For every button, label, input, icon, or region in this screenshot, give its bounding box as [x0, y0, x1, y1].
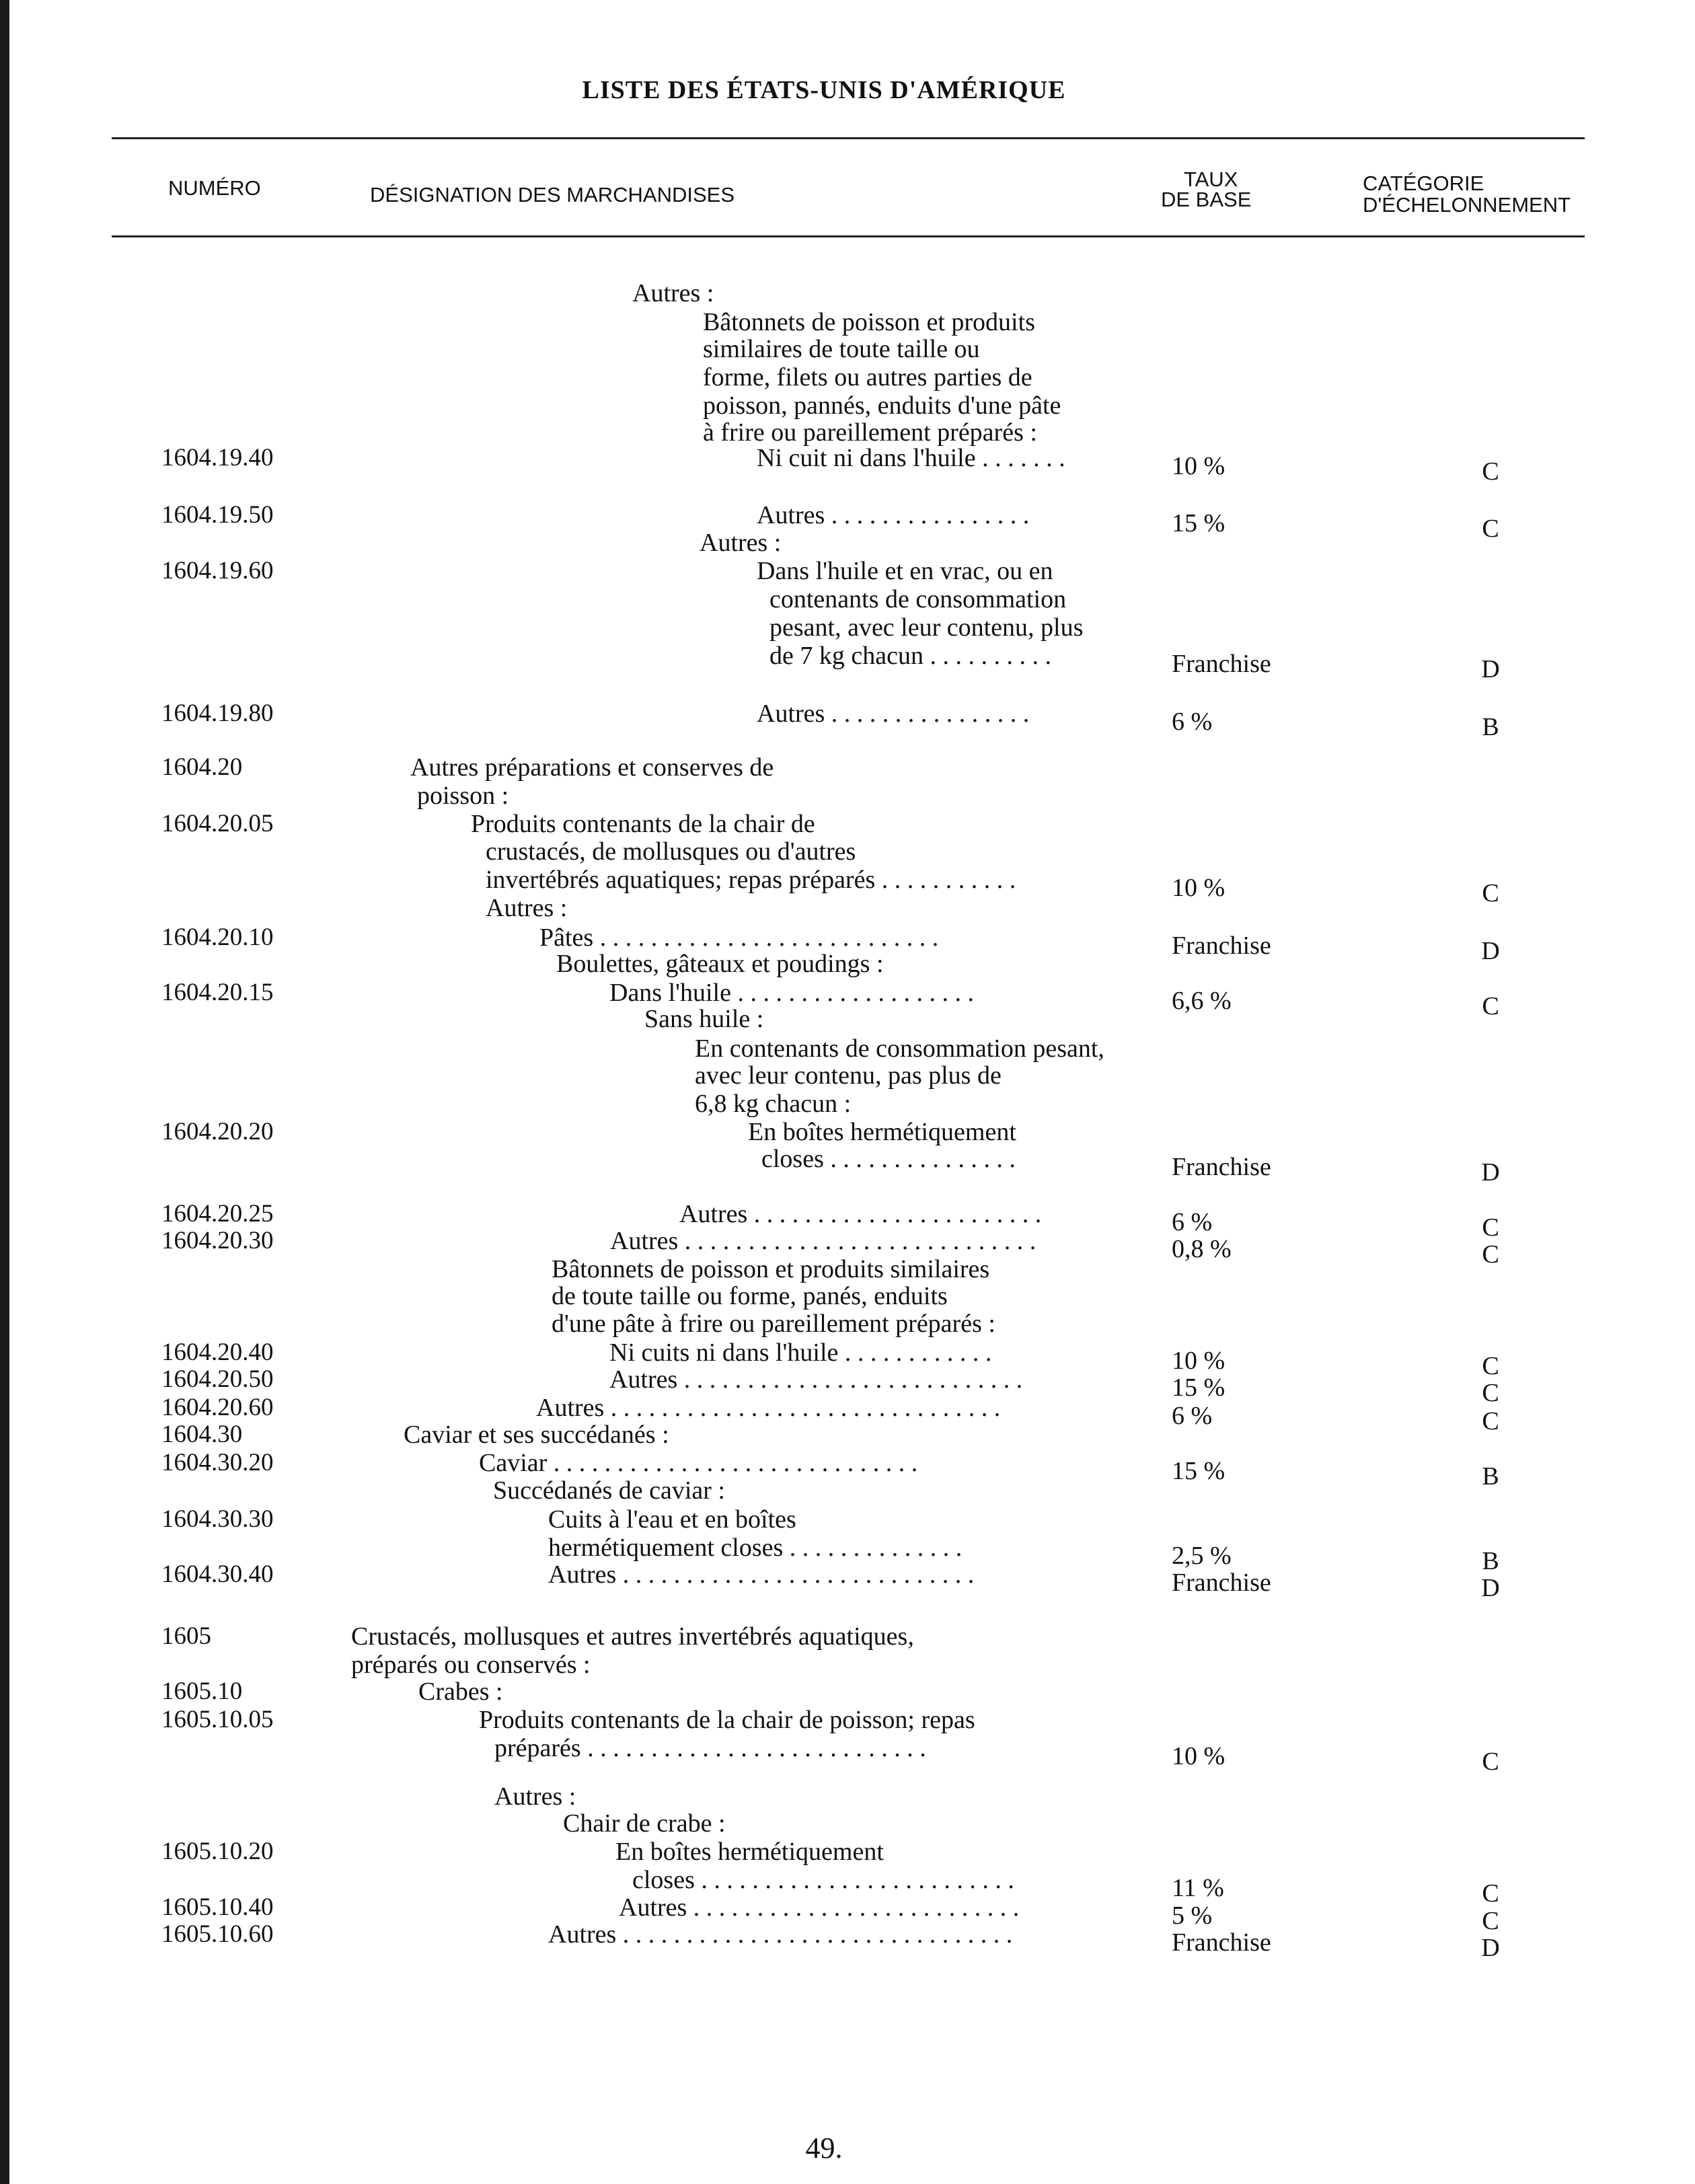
- tariff-code: 1604.30: [161, 1421, 243, 1448]
- goods-description: Autres . . . . . . . . . . . . . . . . . . . . . . . . . . . .: [548, 1560, 975, 1589]
- base-rate: 2,5 %: [1172, 1542, 1232, 1570]
- staging-category: B: [1482, 1462, 1499, 1491]
- header-taux: TAUX: [1184, 167, 1238, 191]
- staging-category: C: [1482, 992, 1499, 1020]
- goods-description: contenants de consommation: [769, 585, 1067, 613]
- base-rate: Franchise: [1172, 1928, 1271, 1957]
- staging-category: D: [1481, 937, 1500, 965]
- goods-description: Dans l'huile et en vrac, ou en: [757, 557, 1053, 585]
- base-rate: 15 %: [1172, 1457, 1226, 1485]
- goods-description: de toute taille ou forme, panés, enduits: [552, 1282, 948, 1310]
- staging-category: C: [1482, 1352, 1499, 1380]
- page-number: 49.: [805, 2132, 843, 2164]
- tariff-code: 1604.19.80: [161, 700, 274, 727]
- staging-category: C: [1482, 515, 1499, 543]
- tariff-code: 1605.10.60: [161, 1920, 274, 1948]
- staging-category: C: [1482, 457, 1499, 486]
- base-rate: 10 %: [1172, 1347, 1226, 1375]
- base-rate: Franchise: [1172, 650, 1271, 678]
- goods-description: closes . . . . . . . . . . . . . . .: [761, 1145, 1016, 1173]
- tariff-code: 1604.20.15: [161, 979, 274, 1006]
- base-rate: Franchise: [1172, 1569, 1271, 1597]
- goods-description: Autres . . . . . . . . . . . . . . . . . . . . . . . . . . . . . . .: [536, 1394, 1001, 1422]
- page-title: LISTE DES ÉTATS-UNIS D'AMÉRIQUE: [582, 76, 1066, 104]
- tariff-code: 1604.30.20: [161, 1449, 274, 1476]
- goods-description: En contenants de consommation pesant,: [695, 1034, 1104, 1063]
- staging-category: D: [1481, 1574, 1500, 1602]
- goods-description: à frire ou pareillement préparés :: [703, 418, 1037, 447]
- goods-description: de 7 kg chacun . . . . . . . . . .: [769, 642, 1051, 670]
- base-rate: 10 %: [1172, 452, 1226, 480]
- base-rate: 11 %: [1172, 1874, 1224, 1902]
- tariff-code: 1605.10.05: [161, 1706, 274, 1733]
- staging-category: B: [1482, 1547, 1499, 1575]
- base-rate: 10 %: [1172, 874, 1226, 902]
- staging-category: D: [1481, 1934, 1500, 1962]
- staging-category: C: [1482, 1240, 1499, 1269]
- base-rate: 15 %: [1172, 509, 1226, 537]
- staging-category: C: [1482, 1747, 1499, 1776]
- header-categorie: CATÉGORIE: [1363, 172, 1484, 195]
- tariff-code: 1604.30.30: [161, 1505, 274, 1533]
- goods-description: préparés ou conservés :: [351, 1651, 591, 1679]
- goods-description: préparés . . . . . . . . . . . . . . . . . . . . . . . . . . .: [494, 1734, 926, 1762]
- goods-description: hermétiquement closes . . . . . . . . . . . . . .: [548, 1534, 963, 1562]
- goods-description: avec leur contenu, pas plus de: [695, 1061, 1002, 1090]
- goods-description: 6,8 kg chacun :: [695, 1090, 852, 1118]
- goods-description: Boulettes, gâteaux et poudings :: [556, 950, 884, 978]
- tariff-code: 1604.20.20: [161, 1118, 274, 1145]
- staging-category: D: [1481, 1158, 1500, 1187]
- staging-category: C: [1482, 1907, 1499, 1935]
- staging-category: C: [1482, 1407, 1499, 1435]
- goods-description: Dans l'huile . . . . . . . . . . . . . . . . . . .: [609, 979, 974, 1007]
- staging-category: B: [1482, 713, 1499, 741]
- goods-description: Ni cuits ni dans l'huile . . . . . . . . . . . .: [609, 1339, 992, 1367]
- goods-description: crustacés, de mollusques ou d'autres: [486, 837, 856, 866]
- goods-description: Crabes :: [418, 1678, 503, 1706]
- tariff-code: 1605.10.20: [161, 1838, 274, 1865]
- tariff-code: 1604.20.30: [161, 1227, 274, 1254]
- staging-category: C: [1482, 1879, 1499, 1908]
- goods-description: Caviar et ses succédanés :: [404, 1421, 669, 1449]
- goods-description: Autres :: [486, 894, 568, 922]
- goods-description: Produits contenants de la chair de poisson; repas: [479, 1706, 975, 1734]
- goods-description: pesant, avec leur contenu, plus: [769, 613, 1084, 642]
- base-rate: 10 %: [1172, 1742, 1226, 1770]
- goods-description: Crustacés, mollusques et autres invertébrés aquatiques,: [351, 1622, 914, 1651]
- tariff-code: 1605: [161, 1622, 211, 1650]
- goods-description: Autres :: [632, 279, 714, 307]
- staging-category: C: [1482, 1379, 1499, 1407]
- base-rate: 5 %: [1172, 1901, 1213, 1930]
- goods-description: Autres . . . . . . . . . . . . . . . .: [757, 700, 1030, 728]
- goods-description: Autres préparations et conserves de: [410, 753, 774, 782]
- base-rate: 6,6 %: [1172, 987, 1232, 1015]
- header-echelonnement: D'ÉCHELONNEMENT: [1363, 193, 1571, 217]
- goods-description: Chair de crabe :: [563, 1809, 726, 1838]
- base-rate: Franchise: [1172, 1153, 1271, 1181]
- goods-description: Autres :: [700, 529, 782, 557]
- base-rate: 6 %: [1172, 1208, 1213, 1236]
- base-rate: 15 %: [1172, 1373, 1226, 1402]
- goods-description: Sans huile :: [644, 1005, 764, 1033]
- base-rate: 0,8 %: [1172, 1235, 1232, 1263]
- goods-description: Autres :: [494, 1782, 576, 1811]
- goods-description: En boîtes hermétiquement: [615, 1838, 884, 1866]
- goods-description: Cuits à l'eau et en boîtes: [548, 1505, 796, 1534]
- goods-description: Caviar . . . . . . . . . . . . . . . . . . . . . . . . . . . . .: [479, 1449, 918, 1477]
- goods-description: Autres . . . . . . . . . . . . . . . . . . . . . . . . . . .: [609, 1365, 1023, 1394]
- staging-category: D: [1481, 655, 1500, 683]
- tariff-code: 1605.10.40: [161, 1893, 274, 1921]
- tariff-code: 1604.19.60: [161, 557, 274, 585]
- goods-description: Bâtonnets de poisson et produits: [703, 308, 1035, 336]
- base-rate: 6 %: [1172, 1402, 1213, 1430]
- goods-description: En boîtes hermétiquement: [748, 1118, 1016, 1146]
- goods-description: Bâtonnets de poisson et produits similaires: [552, 1255, 990, 1283]
- tariff-code: 1604.20.40: [161, 1339, 274, 1366]
- scan-edge: [0, 0, 9, 2184]
- tariff-code: 1604.19.50: [161, 501, 274, 529]
- goods-description: Ni cuit ni dans l'huile . . . . . . .: [757, 444, 1065, 472]
- goods-description: Produits contenants de la chair de: [471, 810, 815, 838]
- goods-description: Autres . . . . . . . . . . . . . . . . . . . . . . . . . .: [619, 1893, 1020, 1922]
- tariff-code: 1604.20.50: [161, 1365, 274, 1393]
- goods-description: forme, filets ou autres parties de: [703, 363, 1032, 391]
- header-top-rule: [112, 137, 1585, 139]
- tariff-code: 1604.30.40: [161, 1560, 274, 1588]
- tariff-code: 1604.20.60: [161, 1394, 274, 1421]
- tariff-code: 1604.20: [161, 753, 243, 781]
- header-numero: NUMÉRO: [168, 176, 261, 200]
- staging-category: C: [1482, 1213, 1499, 1242]
- base-rate: Franchise: [1172, 932, 1271, 960]
- header-designation: DÉSIGNATION DES MARCHANDISES: [370, 183, 735, 206]
- header-de-base: DE BASE: [1161, 188, 1252, 211]
- goods-description: similaires de toute taille ou: [703, 335, 980, 363]
- goods-description: Autres . . . . . . . . . . . . . . . . . . . . . . .: [679, 1200, 1042, 1228]
- goods-description: poisson, pannés, enduits d'une pâte: [703, 391, 1061, 420]
- tariff-code: 1604.20.25: [161, 1200, 274, 1228]
- goods-description: poisson :: [417, 782, 509, 810]
- header-bottom-rule: [112, 235, 1585, 237]
- goods-description: Pâtes . . . . . . . . . . . . . . . . . . . . . . . . . . .: [539, 924, 939, 952]
- goods-description: closes . . . . . . . . . . . . . . . . . . . . . . . . .: [632, 1866, 1014, 1894]
- goods-description: invertébrés aquatiques; repas préparés . . . . . . . . . . .: [486, 866, 1016, 894]
- goods-description: d'une pâte à frire ou pareillement préparés :: [552, 1310, 995, 1338]
- goods-description: Autres . . . . . . . . . . . . . . . .: [757, 501, 1030, 529]
- tariff-code: 1604.19.40: [161, 444, 274, 472]
- base-rate: 6 %: [1172, 708, 1213, 736]
- goods-description: Autres . . . . . . . . . . . . . . . . . . . . . . . . . . . .: [610, 1227, 1037, 1255]
- goods-description: Succédanés de caviar :: [493, 1476, 725, 1505]
- goods-description: Autres . . . . . . . . . . . . . . . . . . . . . . . . . . . . . . .: [548, 1920, 1013, 1949]
- tariff-code: 1605.10: [161, 1678, 243, 1705]
- tariff-code: 1604.20.10: [161, 924, 274, 951]
- staging-category: C: [1482, 879, 1499, 907]
- tariff-code: 1604.20.05: [161, 810, 274, 837]
